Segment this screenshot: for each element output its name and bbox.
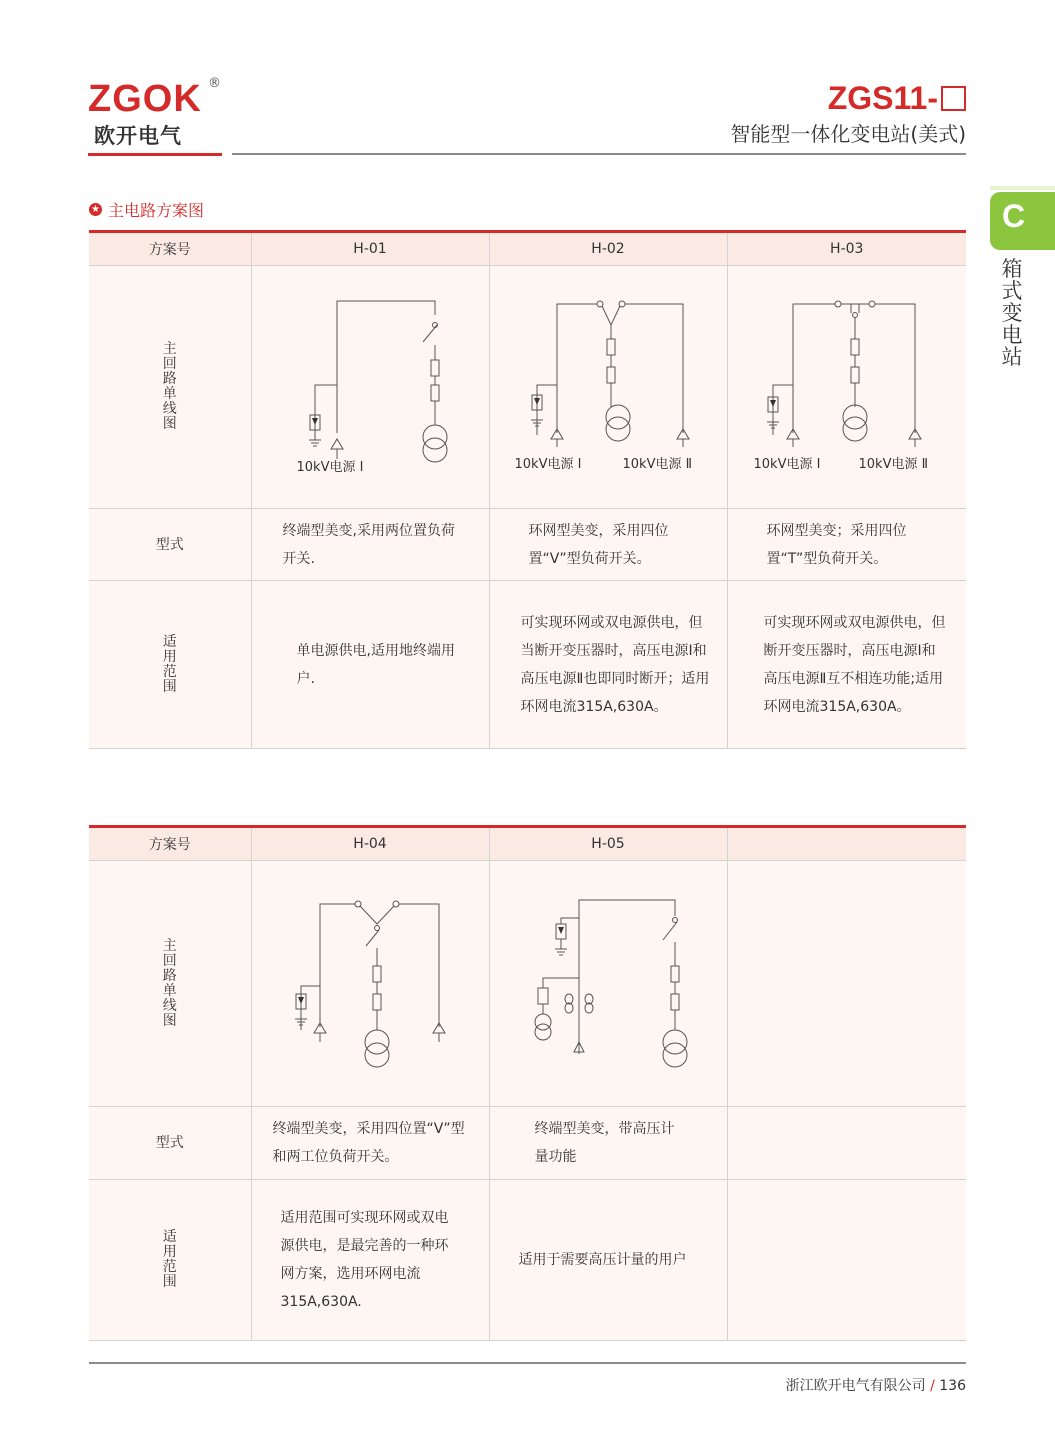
model-placeholder-box bbox=[941, 86, 966, 111]
type-h01-text: 终端型美变,采用两位置负荷开关. bbox=[282, 522, 455, 567]
header-rule-gray bbox=[232, 153, 966, 155]
scope-h05 bbox=[489, 1180, 727, 1341]
type-h03-text: 环网型美变；采用四位置“T”型负荷开关。 bbox=[766, 522, 907, 567]
diagram-h05 bbox=[489, 861, 727, 1107]
section-heading-text: 主电路方案图 bbox=[108, 201, 205, 220]
header-scheme-no-2: 方案号 bbox=[89, 827, 251, 861]
header-scheme-no: 方案号 bbox=[89, 232, 251, 266]
side-tab-text: 箱式变电站 bbox=[1001, 257, 1023, 369]
row-label-scope-2-text: 适用范围 bbox=[162, 1229, 177, 1290]
diagram-h03 bbox=[727, 266, 966, 509]
type-h03 bbox=[727, 509, 966, 581]
diagram-h04 bbox=[251, 861, 489, 1107]
scope-h02 bbox=[489, 581, 727, 749]
side-tab-strip bbox=[990, 186, 1055, 190]
row-label-scope-2 bbox=[89, 1180, 251, 1341]
circuit-diagram-h04 bbox=[253, 862, 491, 1105]
footer-separator: / bbox=[930, 1378, 935, 1394]
row-label-type: 型式 bbox=[89, 509, 251, 581]
source-label-h02-1: 10kV电源 Ⅰ bbox=[514, 457, 582, 472]
type-h04-text: 终端型美变，采用四位置“V”型和两工位负荷开关。 bbox=[272, 1121, 465, 1165]
header-h03: H-03 bbox=[727, 232, 966, 266]
source-label-h01: 10kV电源 Ⅰ bbox=[296, 460, 364, 475]
header-rule-red bbox=[88, 153, 222, 156]
brand-chinese-name: 欧开电气 bbox=[94, 124, 182, 148]
product-title: 智能型一体化变电站(美式) bbox=[730, 122, 966, 146]
circuit-diagram-h05 bbox=[491, 862, 729, 1105]
scope-h02-text: 可实现环网或双电源供电，但当断开变压器时，高压电源Ⅰ和高压电源Ⅱ也即同时断开；适用环网电流315A,630A。 bbox=[520, 614, 710, 715]
type-h01 bbox=[251, 509, 489, 581]
source-label-h03-1: 10kV电源 Ⅰ bbox=[753, 457, 821, 472]
footer bbox=[786, 1375, 966, 1395]
side-tab-letter: C bbox=[990, 192, 1055, 250]
scope-h01-text: 单电源供电,适用地终端用户. bbox=[296, 642, 455, 687]
diagram-h02 bbox=[489, 266, 727, 509]
scope-h01 bbox=[251, 581, 489, 749]
row-label-diagram-2 bbox=[89, 861, 251, 1107]
product-model bbox=[828, 82, 966, 114]
row-label-scope-text: 适用范围 bbox=[162, 633, 177, 695]
footer-page-number: 136 bbox=[939, 1378, 966, 1394]
scope-h03 bbox=[727, 581, 966, 749]
scheme-table-2 bbox=[89, 825, 966, 1341]
header-h05: H-05 bbox=[489, 827, 727, 861]
type-empty bbox=[727, 1107, 966, 1180]
brand-logo: ZGOK bbox=[88, 78, 202, 120]
registered-mark: ® bbox=[208, 76, 221, 91]
header-h04: H-04 bbox=[251, 827, 489, 861]
row-label-diagram-text: 主回路单线图 bbox=[162, 341, 177, 432]
row-label-type-2: 型式 bbox=[89, 1107, 251, 1180]
scope-h04-text: 适用范围可实现环网或双电源供电，是最完善的一种环网方案，选用环网电流315A,630A. bbox=[280, 1210, 449, 1310]
type-h05-text: 终端型美变，带高压计量功能 bbox=[534, 1121, 675, 1165]
diagram-empty bbox=[727, 861, 966, 1107]
scheme-table-1 bbox=[89, 230, 966, 749]
header-h01: H-01 bbox=[251, 232, 489, 266]
diagram-h01 bbox=[251, 266, 489, 509]
row-label-diagram-2-text: 主回路单线图 bbox=[162, 937, 177, 1029]
type-h05 bbox=[489, 1107, 727, 1180]
header-empty bbox=[727, 827, 966, 861]
product-model-text: ZGS11- bbox=[827, 80, 938, 116]
source-label-h02-2: 10kV电源 Ⅱ bbox=[622, 457, 692, 472]
row-label-scope bbox=[89, 581, 251, 749]
circuit-diagram-h01 bbox=[253, 267, 491, 507]
section-heading bbox=[89, 198, 204, 221]
row-label-diagram bbox=[89, 266, 251, 509]
scope-h04 bbox=[251, 1180, 489, 1341]
source-label-h03-2: 10kV电源 Ⅱ bbox=[858, 457, 928, 472]
scope-h03-text: 可实现环网或双电源供电，但断开变压器时，高压电源Ⅰ和高压电源Ⅱ互不相连功能;适用环网电流315A,630A。 bbox=[763, 614, 946, 715]
footer-rule bbox=[89, 1362, 966, 1364]
type-h04 bbox=[251, 1107, 489, 1180]
star-icon: ★ bbox=[89, 203, 102, 216]
footer-company: 浙江欧开电气有限公司 bbox=[785, 1378, 926, 1394]
header-h02: H-02 bbox=[489, 232, 727, 266]
type-h02-text: 环网型美变，采用四位置“V”型负荷开关。 bbox=[528, 522, 669, 567]
scope-h05-text: 适用于需要高压计量的用户 bbox=[518, 1252, 687, 1268]
type-h02 bbox=[489, 509, 727, 581]
scope-empty bbox=[727, 1180, 966, 1341]
